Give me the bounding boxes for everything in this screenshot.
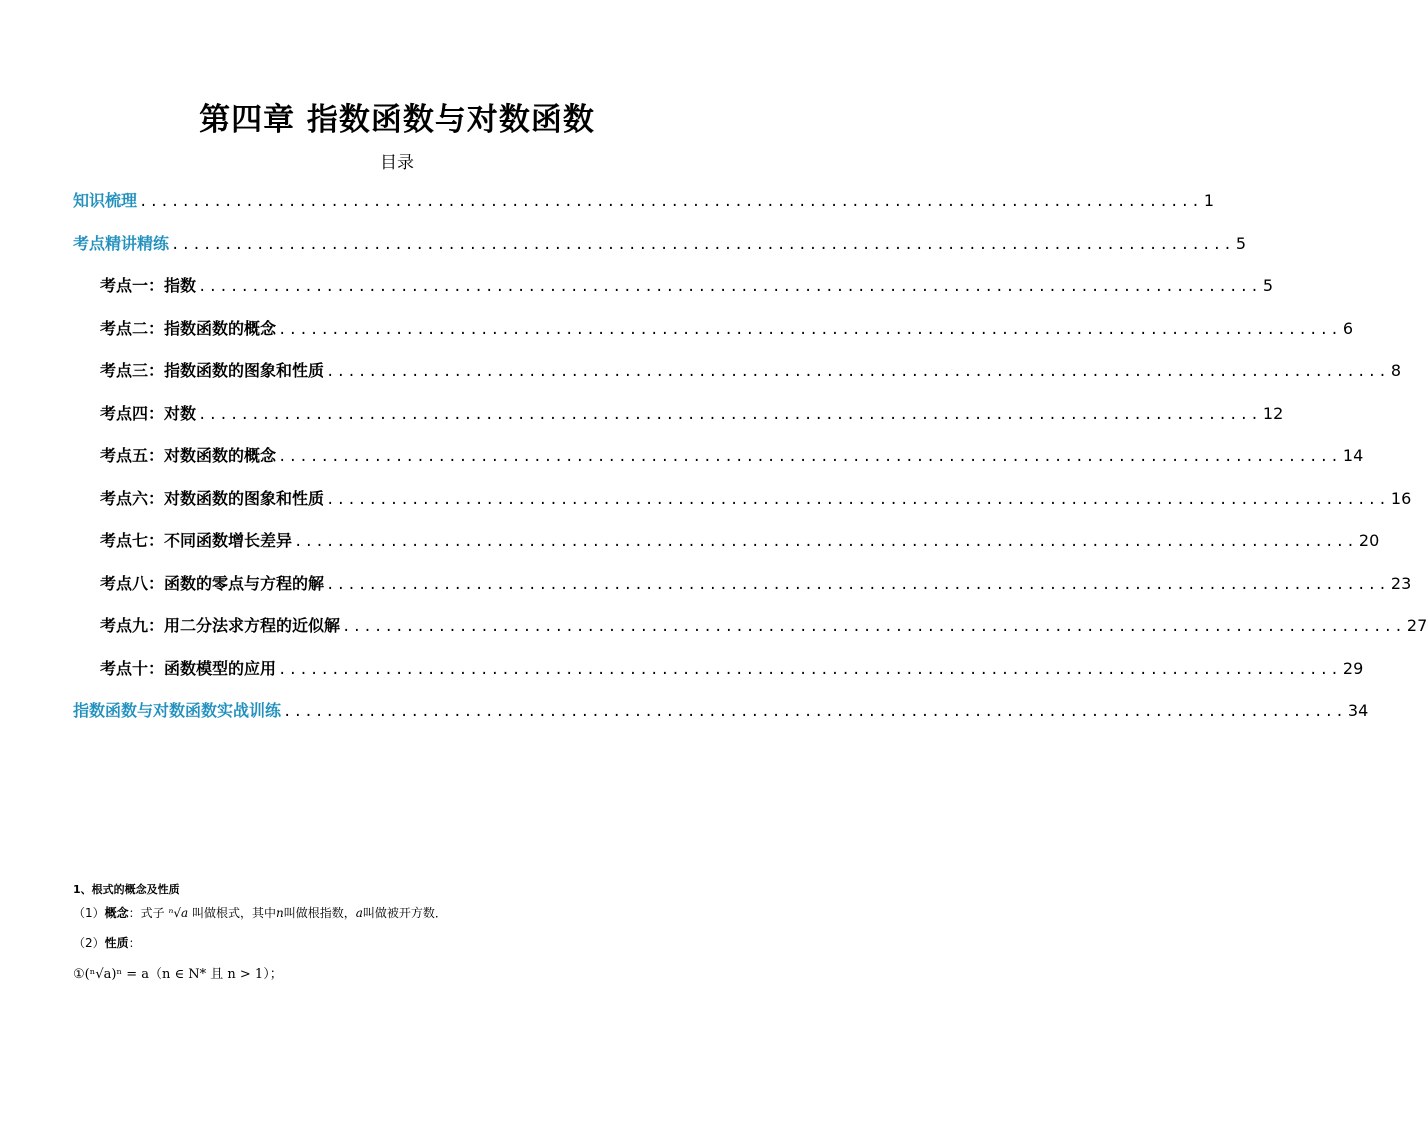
property-item-1: ①(ⁿ√a)ⁿ = a（n ∈ N* 且 n > 1）； xyxy=(73,967,283,982)
definition-text-2: 叫做根式，其中 xyxy=(192,906,277,920)
toc-entry-label: 考点三：指数函数的图象和性质 xyxy=(100,361,325,380)
property-line xyxy=(73,934,723,951)
toc-entry-label: 考点七：不同函数增长差异 xyxy=(100,531,293,550)
property-prefix: （2） xyxy=(73,936,105,950)
toc-entry-label: 考点八：函数的零点与方程的解 xyxy=(100,574,325,593)
toc-page-number: 12 xyxy=(1262,404,1284,423)
toc-entry[interactable] xyxy=(73,234,1247,254)
toc-entry[interactable] xyxy=(100,276,1274,296)
property-colon: ： xyxy=(128,936,141,950)
toc-entry-label: 考点九：用二分法求方程的近似解 xyxy=(100,616,341,635)
toc-entry[interactable] xyxy=(100,361,1402,381)
toc-entry-label: 考点四：对数 xyxy=(100,404,197,423)
toc-leader-dots: .................................................................................................... xyxy=(283,704,1346,720)
toc-leader-dots: .................................................................................................... xyxy=(278,322,1341,338)
toc-entry-label: 考点二：指数函数的概念 xyxy=(100,319,277,338)
toc-entry-label: 指数函数与对数函数实战训练 xyxy=(73,701,282,720)
toc-leader-dots: .................................................................................................... xyxy=(171,237,1234,253)
toc-page-number: 20 xyxy=(1358,531,1380,550)
toc-page-number: 8 xyxy=(1390,361,1402,380)
toc-leader-dots: .................................................................................................... xyxy=(278,449,1341,465)
toc-entry[interactable] xyxy=(100,404,1284,424)
property-label: 性质 xyxy=(104,936,129,950)
toc-leader-dots: .................................................................................................... xyxy=(198,279,1261,295)
toc-entry[interactable] xyxy=(100,446,1364,466)
toc-leader-dots: .................................................................................................... xyxy=(342,619,1405,635)
toc-leader-dots: .................................................................................................... xyxy=(326,577,1389,593)
var-a: a xyxy=(355,906,363,920)
toc-entry-label: 考点十：函数模型的应用 xyxy=(100,659,277,678)
toc-page-number: 6 xyxy=(1342,319,1354,338)
definition-line xyxy=(73,904,723,921)
toc-entry[interactable] xyxy=(100,659,1364,679)
var-n: n xyxy=(276,906,284,920)
radical-formula: ⁿ√a xyxy=(168,906,189,920)
toc-leader-dots: .................................................................................................... xyxy=(139,194,1202,210)
toc-page-number: 5 xyxy=(1235,234,1247,253)
toc-page-number: 16 xyxy=(1390,489,1412,508)
toc-entry[interactable] xyxy=(100,531,1380,551)
definition-label: 概念 xyxy=(104,906,129,920)
toc-entry[interactable] xyxy=(73,701,1369,721)
toc-page-number: 27 xyxy=(1406,616,1427,635)
toc-leader-dots: .................................................................................................... xyxy=(278,662,1341,678)
toc-entry-label: 考点一：指数 xyxy=(100,276,197,295)
section-heading: 1、根式的概念及性质 xyxy=(73,883,180,896)
toc-entry-label: 考点六：对数函数的图象和性质 xyxy=(100,489,325,508)
toc-entry-label: 考点五：对数函数的概念 xyxy=(100,446,277,465)
toc-page-number: 34 xyxy=(1347,701,1369,720)
toc-page-number: 1 xyxy=(1203,191,1215,210)
toc-entry[interactable] xyxy=(100,319,1354,339)
definition-text-4: 叫做被开方数． xyxy=(362,906,447,920)
toc-leader-dots: .................................................................................................... xyxy=(326,364,1389,380)
toc-page-number: 14 xyxy=(1342,446,1364,465)
definition-prefix: （1） xyxy=(73,906,105,920)
toc-entry[interactable] xyxy=(100,489,1412,509)
toc-heading: 目录 xyxy=(380,153,414,173)
toc-leader-dots: .................................................................................................... xyxy=(294,534,1357,550)
toc-entry-label: 考点精讲精练 xyxy=(73,234,170,253)
toc-page-number: 23 xyxy=(1390,574,1412,593)
toc-entry-label: 知识梳理 xyxy=(73,191,138,210)
toc-leader-dots: .................................................................................................... xyxy=(198,407,1261,423)
toc-entry[interactable] xyxy=(100,574,1412,594)
toc-leader-dots: .................................................................................................... xyxy=(326,492,1389,508)
definition-text-3: 叫做根指数， xyxy=(283,906,356,920)
toc-page-number: 5 xyxy=(1262,276,1274,295)
toc-entry[interactable] xyxy=(73,191,1215,211)
page-title: 第四章 指数函数与对数函数 xyxy=(199,102,595,138)
toc-entry[interactable] xyxy=(100,616,1427,636)
toc-page-number: 29 xyxy=(1342,659,1364,678)
definition-text: ：式子 xyxy=(128,906,165,920)
